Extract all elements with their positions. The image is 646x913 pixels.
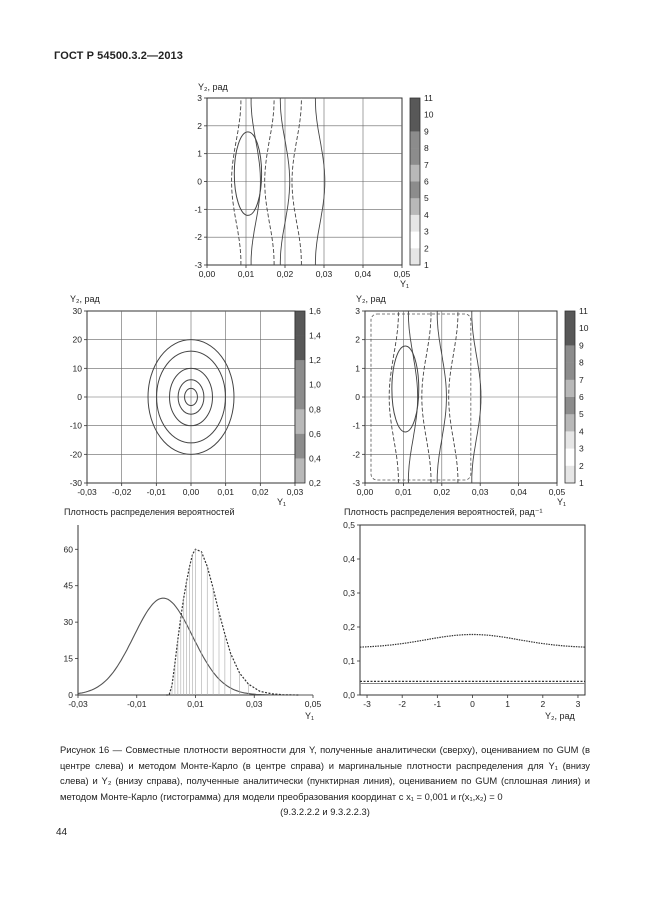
x-tick-label: 1 xyxy=(505,699,511,709)
y-tick-label: -3 xyxy=(352,478,360,488)
colorbar-segment xyxy=(295,336,305,361)
colorbar-segment xyxy=(410,248,420,265)
y-tick-label: 0 xyxy=(68,690,73,700)
y-tick-label: 0,3 xyxy=(343,588,355,598)
y-tick-label: -1 xyxy=(352,420,360,431)
chart-mid-right-joint-density-monte-carlo xyxy=(348,290,608,510)
y-tick-label: 0,4 xyxy=(343,554,355,564)
x-tick-label: -0,02 xyxy=(111,487,132,497)
x-tick-label: 3 xyxy=(575,699,581,709)
x-axis-label: Y₁ xyxy=(277,497,287,507)
y-tick-label: -1 xyxy=(194,204,202,215)
colorbar-segment xyxy=(410,131,420,148)
y-tick-label: 2 xyxy=(197,120,202,131)
x-tick-label: 0,03 xyxy=(315,269,333,279)
y-tick-label: 0,5 xyxy=(343,520,355,530)
x-tick-label: 0,01 xyxy=(395,487,412,497)
colorbar-tick-label: 1,2 xyxy=(309,355,321,366)
y-tick-label: 0,2 xyxy=(343,622,355,632)
x-tick-label: 0,02 xyxy=(252,487,269,497)
x-tick-label: -1 xyxy=(433,699,442,709)
y-tick-label: 45 xyxy=(63,580,73,591)
y-tick-label: 60 xyxy=(63,544,73,555)
colorbar-tick-label: 10 xyxy=(424,109,434,120)
chart-mid-left-joint-density-gum xyxy=(58,290,321,510)
colorbar-segment xyxy=(410,198,420,215)
x-tick-label: -0,01 xyxy=(127,699,147,709)
colorbar-tick-label: 9 xyxy=(424,126,429,137)
y-tick-label: 3 xyxy=(355,306,360,316)
y-tick-label: 1 xyxy=(197,148,202,159)
y-tick-label: 15 xyxy=(63,653,73,664)
y-tick-label: 3 xyxy=(197,93,202,103)
x-tick-label: 0,05 xyxy=(393,269,411,279)
colorbar-tick-label: 6 xyxy=(424,176,429,187)
y-axis-label: Y₂, рад xyxy=(70,294,100,304)
colorbar-tick-label: 6 xyxy=(579,392,584,402)
colorbar-segment xyxy=(295,458,305,483)
colorbar-segment xyxy=(295,360,305,385)
x-tick-label: -0,03 xyxy=(68,699,88,709)
chart-title: Плотность распределения вероятностей, рад⁻¹ xyxy=(344,507,543,517)
colorbar-tick-label: 2 xyxy=(579,460,584,471)
colorbar-segment xyxy=(410,165,420,182)
colorbar-tick-label: 2 xyxy=(424,243,429,254)
colorbar-tick-label: 4 xyxy=(424,209,429,220)
colorbar-tick-label: 8 xyxy=(424,143,429,154)
chart-bottom-right-marginal-y2 xyxy=(330,505,600,730)
y-tick-label: -2 xyxy=(194,232,202,243)
contour-ellipse xyxy=(234,132,261,216)
colorbar-tick-label: 11 xyxy=(424,93,433,103)
colorbar-tick-label: 9 xyxy=(579,340,584,351)
colorbar-segment xyxy=(565,431,575,449)
colorbar-tick-label: 1,4 xyxy=(309,330,321,341)
x-tick-label: 0,03 xyxy=(245,699,263,709)
y-tick-label: -2 xyxy=(352,449,360,460)
x-tick-label: 0,00 xyxy=(182,487,200,497)
y-tick-label: 0 xyxy=(197,176,202,187)
y-tick-label: 0 xyxy=(77,392,82,402)
colorbar-segment xyxy=(565,345,575,363)
colorbar-segment xyxy=(295,409,305,434)
x-tick-label: 0,00 xyxy=(356,487,374,497)
colorbar-tick-label: 7 xyxy=(579,374,584,385)
x-tick-label: 0,01 xyxy=(217,487,234,497)
x-tick-label: 0 xyxy=(470,699,475,709)
colorbar-tick-label: 5 xyxy=(579,409,584,420)
colorbar-tick-label: 0,6 xyxy=(309,428,321,439)
y-tick-label: -3 xyxy=(194,260,202,270)
x-tick-label: -3 xyxy=(363,699,371,709)
x-tick-label: 0,01 xyxy=(237,269,255,279)
x-tick-label: 0,04 xyxy=(510,487,527,497)
y-tick-label: 1 xyxy=(355,363,360,374)
x-tick-label: 0,04 xyxy=(354,269,372,279)
colorbar-segment xyxy=(565,380,575,398)
colorbar-segment xyxy=(295,311,305,336)
colorbar-tick-label: 8 xyxy=(579,357,584,368)
colorbar-segment xyxy=(565,397,575,415)
x-axis-label: Y₁ xyxy=(557,497,567,507)
x-tick-label: -2 xyxy=(398,699,406,709)
colorbar-segment xyxy=(565,414,575,432)
colorbar-tick-label: 0,4 xyxy=(309,453,321,464)
colorbar-tick-label: 11 xyxy=(579,306,588,316)
x-tick-label: -0,03 xyxy=(77,487,97,497)
caption-reference: (9.3.2.2.2 и 9.3.2.2.3) xyxy=(280,806,370,817)
y-tick-label: 2 xyxy=(355,334,360,345)
colorbar-tick-label: 3 xyxy=(424,226,429,237)
colorbar-segment xyxy=(410,98,420,115)
colorbar-segment xyxy=(565,449,575,467)
colorbar-tick-label: 0,8 xyxy=(309,404,321,415)
y-tick-label: -20 xyxy=(69,449,82,460)
x-tick-label: 0,03 xyxy=(286,487,304,497)
y-tick-label: 20 xyxy=(72,334,82,345)
x-axis-label: Y₁ xyxy=(305,711,315,721)
y-axis-label: Y₂, рад xyxy=(198,82,228,92)
x-tick-label: 0,00 xyxy=(198,269,216,279)
figure-caption xyxy=(60,742,590,820)
colorbar-segment xyxy=(410,182,420,199)
y-tick-label: -30 xyxy=(69,478,82,488)
y-tick-label: 30 xyxy=(63,617,73,628)
caption-text: Рисунок 16 — Совместные плотности вероятности для Y, полученные аналитически (сверху), оцениванием по GUM (в центре слева) и методом Монте-Карло (в центре справа) и маргинальные плотности распределения для Y₁ (внизу слева) и Y₂ (внизу справа), полученные аналитически (пунктирная линия), оцениванием по GUM (сплошная линия) и методом Монте-Карло (гистограмма) для модели преобразования координат с x₁ = 0,001 и r(x₁,x₂) = 0 xyxy=(60,744,590,802)
colorbar-tick-label: 1,0 xyxy=(309,379,321,390)
gum-curve xyxy=(360,635,585,648)
x-axis-label: Y₁ xyxy=(400,279,410,289)
colorbar-segment xyxy=(295,385,305,410)
colorbar-segment xyxy=(565,363,575,381)
y-tick-label: 0,1 xyxy=(343,656,355,666)
colorbar-segment xyxy=(295,434,305,459)
colorbar-segment xyxy=(565,328,575,346)
y-tick-label: 10 xyxy=(72,363,82,374)
contour-ellipse xyxy=(392,346,419,432)
chart-bottom-left-marginal-y1 xyxy=(56,505,328,730)
colorbar-segment xyxy=(410,232,420,249)
x-tick-label: -0,01 xyxy=(146,487,167,497)
colorbar-tick-label: 1 xyxy=(579,478,584,488)
page-number: 44 xyxy=(56,827,68,838)
colorbar-tick-label: 5 xyxy=(424,193,429,204)
y-tick-label: 0,0 xyxy=(343,690,355,700)
page-header: ГОСТ Р 54500.3.2—2013 xyxy=(54,50,183,62)
colorbar-segment xyxy=(565,466,575,484)
x-axis-label: Y₂, рад xyxy=(545,711,575,721)
colorbar-tick-label: 4 xyxy=(579,426,584,437)
y-tick-label: -10 xyxy=(69,420,82,431)
colorbar-tick-label: 10 xyxy=(579,323,589,334)
plot-frame xyxy=(360,525,585,695)
x-tick-label: 0,03 xyxy=(471,487,489,497)
x-tick-label: 0,05 xyxy=(304,699,322,709)
colorbar-segment xyxy=(565,311,575,329)
y-tick-label: 30 xyxy=(72,306,82,316)
colorbar-segment xyxy=(410,148,420,165)
x-tick-label: 0,02 xyxy=(433,487,451,497)
x-tick-label: 0,02 xyxy=(276,269,294,279)
y-tick-label: 0 xyxy=(355,392,360,402)
colorbar-tick-label: 1,6 xyxy=(309,306,321,316)
colorbar-tick-label: 3 xyxy=(579,443,584,454)
colorbar-tick-label: 0,2 xyxy=(309,478,321,488)
colorbar-segment xyxy=(410,215,420,232)
colorbar-segment xyxy=(410,115,420,132)
x-tick-label: 0,01 xyxy=(187,699,204,709)
chart-top-joint-density-analytic xyxy=(190,78,450,293)
x-tick-label: 2 xyxy=(540,699,546,709)
x-tick-label: 0,05 xyxy=(548,487,566,497)
colorbar-tick-label: 7 xyxy=(424,159,429,170)
chart-title: Плотность распределения вероятностей xyxy=(64,507,235,517)
colorbar-tick-label: 1 xyxy=(424,260,429,270)
y-axis-label: Y₂, рад xyxy=(356,294,386,304)
